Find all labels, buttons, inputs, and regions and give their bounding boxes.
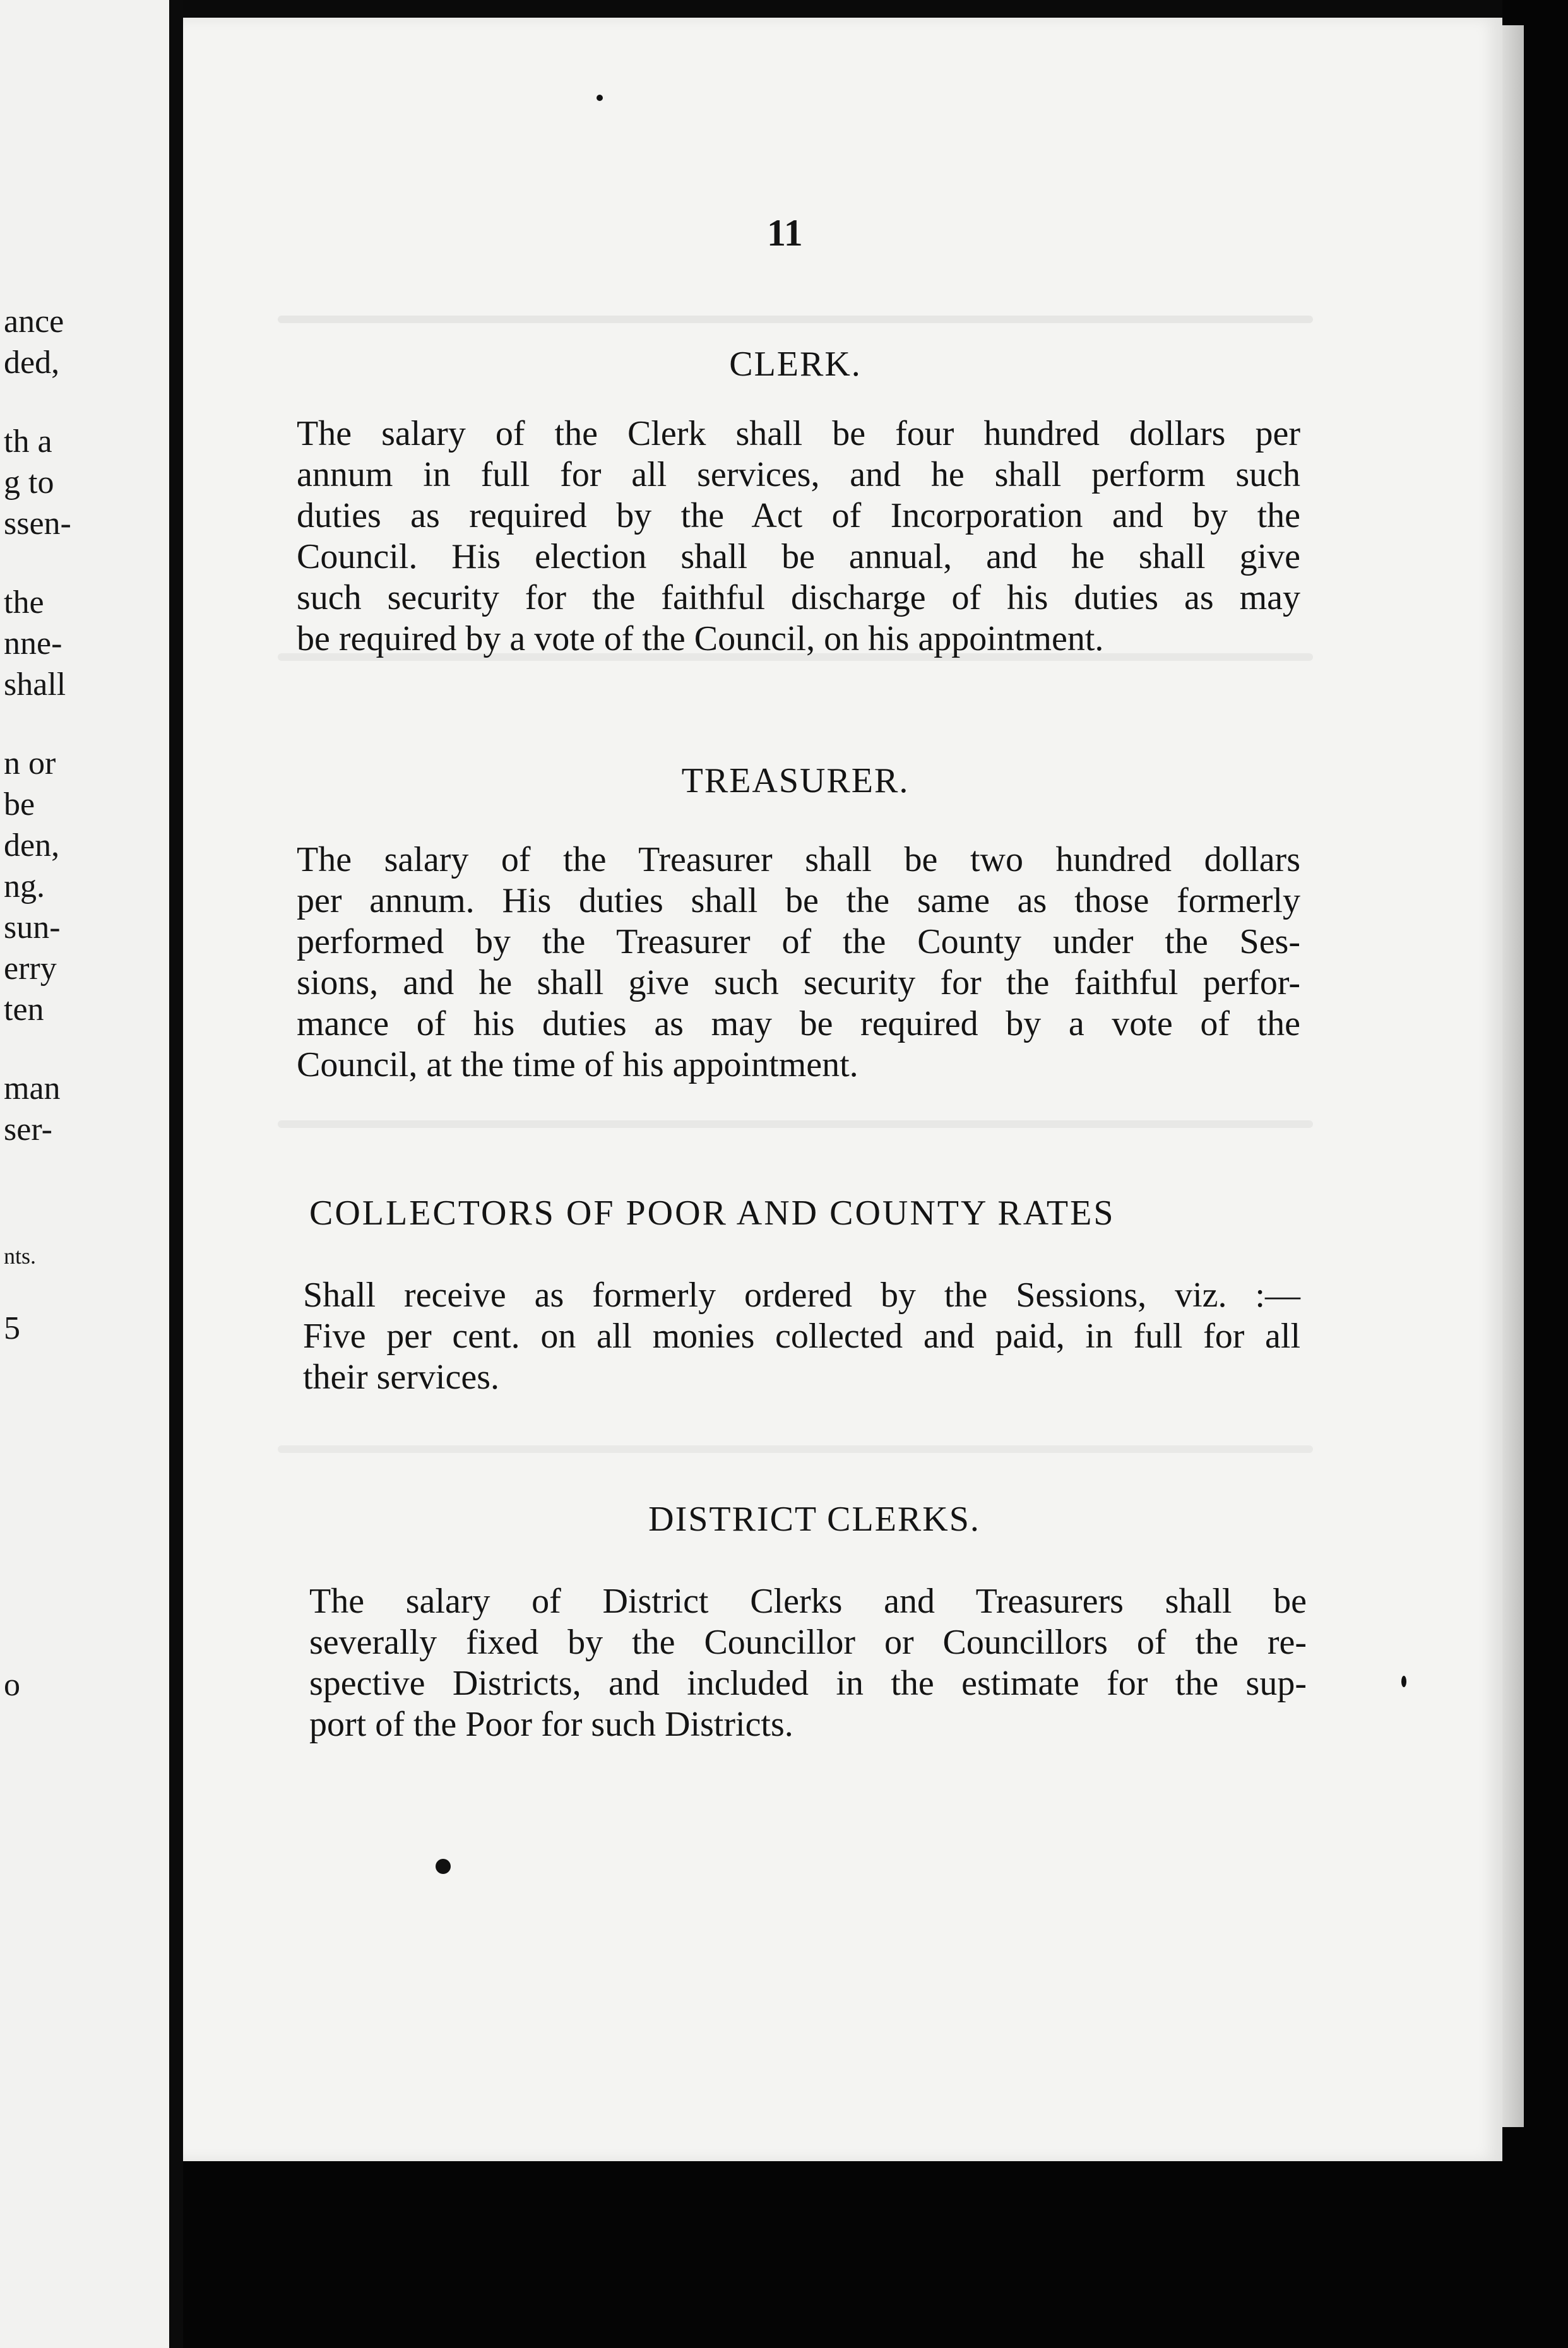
text-line: The salary of the Treasurer shall be two hundred dollars	[297, 840, 1300, 879]
text-line: Shall receive as formerly ordered by the Sessions, viz. :—	[303, 1276, 1300, 1315]
section-heading-treasurer: TREASURER.	[681, 761, 910, 800]
text-line: Five per cent. on all monies collected and paid, in full for all	[303, 1317, 1300, 1356]
page-edges	[1502, 25, 1524, 2127]
facing-page-fragment: ded,	[4, 345, 60, 381]
bleed-through-line	[278, 1120, 1313, 1128]
section-body-clerk	[297, 413, 1300, 660]
text-line: such security for the faithful discharge of his duties as may	[297, 578, 1300, 617]
facing-page-fragment: ten	[4, 992, 44, 1028]
facing-page-fragment: man	[4, 1070, 61, 1106]
facing-page-fragment: nne-	[4, 626, 62, 661]
top-border	[183, 0, 1502, 18]
text-line: duties as required by the Act of Incorporation and by the	[297, 496, 1300, 535]
text-line: Council. His election shall be annual, and he shall give	[297, 537, 1300, 576]
facing-page-fragment: shall	[4, 667, 66, 703]
facing-page-fragment: erry	[4, 951, 57, 987]
facing-page-fragment: sun-	[4, 910, 61, 946]
ink-speck	[436, 1859, 451, 1874]
facing-page-fragment: n or	[4, 745, 56, 781]
text-line: spective Districts, and included in the estimate for the sup-	[309, 1664, 1307, 1703]
text-line: per annum. His duties shall be the same as those formerly	[297, 881, 1300, 920]
facing-page-fragment: den,	[4, 827, 60, 863]
bleed-through-line	[278, 1445, 1313, 1453]
facing-page-fragment: nts.	[4, 1243, 37, 1269]
text-line: sions, and he shall give such security for the faithful perfor-	[297, 963, 1300, 1002]
facing-page-fragment: ssen-	[4, 506, 71, 542]
facing-page-fragment: g to	[4, 465, 54, 501]
text-line: their services.	[303, 1358, 499, 1397]
facing-page-fragment: ance	[4, 304, 64, 340]
bleed-through-line	[278, 316, 1313, 323]
facing-page-fragment: ng.	[4, 869, 45, 904]
document-page	[183, 18, 1502, 2161]
facing-page-fragment: o	[4, 1667, 20, 1703]
facing-page-fragment: 5	[4, 1310, 20, 1346]
text-line: mance of his duties as may be required by a vote of the	[297, 1004, 1300, 1043]
text-line: The salary of District Clerks and Treasurers shall be	[309, 1582, 1307, 1621]
ink-speck	[1401, 1676, 1406, 1687]
text-line: be required by a vote of the Council, on his appointment.	[297, 619, 1104, 658]
section-body-district-clerks	[309, 1581, 1307, 1745]
section-heading-district-clerks: DISTRICT CLERKS.	[648, 1500, 980, 1539]
section-body-treasurer	[297, 839, 1300, 1086]
page-number: 11	[767, 212, 803, 254]
facing-page-fragment: th a	[4, 424, 52, 460]
section-body-collectors	[303, 1275, 1300, 1398]
text-line: performed by the Treasurer of the County under the Ses-	[297, 922, 1300, 961]
ink-speck	[597, 95, 603, 101]
facing-page-fragment: the	[4, 584, 44, 620]
section-heading-collectors: COLLECTORS OF POOR AND COUNTY RATES	[309, 1194, 1115, 1233]
text-line: The salary of the Clerk shall be four hundred dollars per	[297, 414, 1300, 453]
facing-page-fragment: be	[4, 786, 35, 822]
book-gutter	[169, 0, 183, 2348]
section-heading-clerk: CLERK.	[729, 345, 862, 384]
facing-page-fragment: ser-	[4, 1112, 52, 1147]
text-line: severally fixed by the Councillor or Councillors of the re-	[309, 1623, 1307, 1662]
text-line: annum in full for all services, and he shall perform such	[297, 455, 1300, 494]
facing-page	[0, 0, 169, 2348]
text-line: port of the Poor for such Districts.	[309, 1705, 793, 1744]
text-line: Council, at the time of his appointment.	[297, 1045, 858, 1084]
